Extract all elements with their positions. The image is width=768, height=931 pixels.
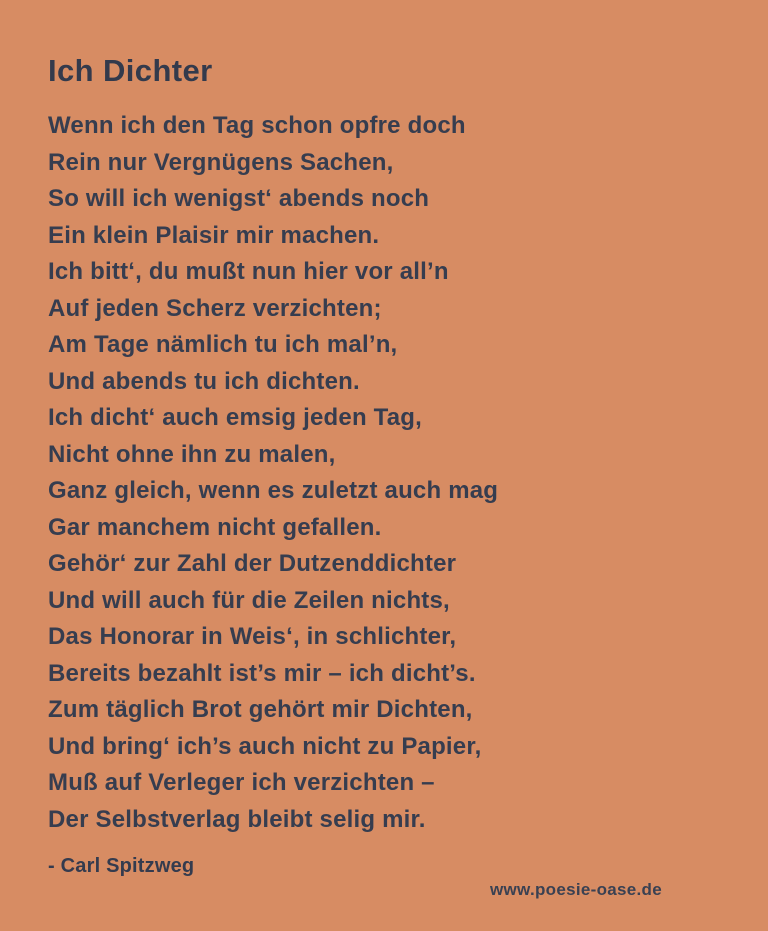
poem-line: Nicht ohne ihn zu malen,	[48, 440, 336, 468]
poem-content	[48, 52, 728, 880]
poem-line: Ganz gleich, wenn es zuletzt auch mag	[48, 477, 499, 504]
poem-line: So will ich wenigst‘ abends noch	[48, 185, 430, 212]
poem-line: Auf jeden Scherz verzichten;	[48, 294, 382, 322]
poem-line: Am Tage nämlich tu ich mal’n,	[48, 331, 398, 358]
poem-line: Der Selbstverlag bleibt selig mir.	[48, 805, 426, 833]
poem-body	[48, 108, 728, 838]
poem-line: Ich dicht‘ auch emsig jeden Tag,	[48, 404, 423, 431]
poem-line: Gehör‘ zur Zahl der Dutzenddichter	[48, 550, 457, 577]
poem-line: Das Honorar in Weis‘, in schlichter,	[48, 623, 457, 650]
poem-line: Ein klein Plaisir mir machen.	[48, 221, 380, 249]
poem-line: Und abends tu ich dichten.	[48, 367, 360, 395]
poem-line: Und bring‘ ich’s auch nicht zu Papier,	[48, 732, 482, 760]
poem-attribution: - Carl Spitzweg	[48, 855, 195, 877]
poem-line: Bereits bezahlt ist’s mir – ich dicht’s.	[48, 659, 476, 687]
website-url: www.poesie-oase.de	[490, 880, 662, 899]
poem-line: Rein nur Vergnügens Sachen,	[48, 148, 394, 176]
poem-line: Gar manchem nicht gefallen.	[48, 513, 382, 541]
poem-line: Zum täglich Brot gehört mir Dichten,	[48, 696, 473, 723]
poem-title: Ich Dichter	[48, 53, 213, 88]
poem-line: Wenn ich den Tag schon opfre doch	[48, 112, 466, 139]
poem-line: Ich bitt‘, du mußt nun hier vor all’n	[48, 258, 449, 285]
poem-line: Und will auch für die Zeilen nichts,	[48, 586, 450, 614]
poem-line: Muß auf Verleger ich verzichten –	[48, 769, 435, 796]
